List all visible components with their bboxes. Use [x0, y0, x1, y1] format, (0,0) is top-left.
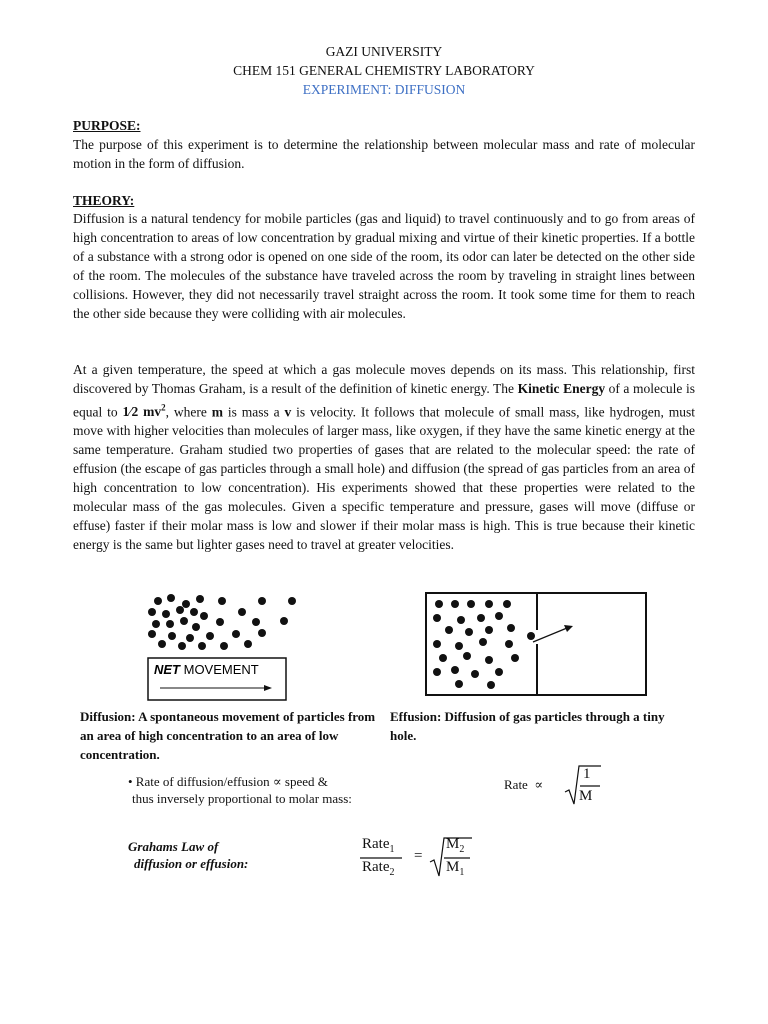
kinetic-energy-term: Kinetic Energy	[517, 380, 606, 396]
p2-text-a: At a given temperature, the speed at which a gas molecule moves depends on its mass. This relationship, first discovered by Thomas Graham, is a result of the definition of kinetic energy. The	[73, 362, 695, 396]
rate1-text: Rate	[362, 836, 390, 852]
university-name: GAZI UNIVERSITY	[325, 44, 443, 59]
effusion-caption: Effusion: Diffusion of gas particles through a tiny hole.	[390, 709, 665, 743]
document-header	[0, 42, 768, 99]
equals-sign: =	[414, 848, 423, 864]
course-title: CHEM 151 GENERAL CHEMISTRY LABORATORY	[233, 63, 535, 78]
experiment-title: EXPERIMENT: DIFFUSION	[302, 82, 466, 97]
velocity-symbol: v	[284, 404, 292, 420]
grahams-law-label-line-1: Grahams Law of	[128, 839, 219, 854]
rate-label: Rate	[504, 777, 528, 792]
theory-paragraph-1: Diffusion is a natural tendency for mobile particles (gas and liquid) to travel continuously and to go from areas of high concentration to areas of low concentration by gradual mixing and virtue of their kinetic properties. If a bottle of a substance with a strong odor is opened on one side of the room, its odor can later be detected on the other side of the room. The molecules of the substance have traveled across the room by traveling in straight lines between collisions. However, they did not necessarily travel straight across the room. It took some time for them to reach the other side because they were colliding with air molecules.	[73, 211, 695, 321]
theory-paragraph-2	[73, 361, 695, 555]
effusion-particles	[433, 600, 535, 689]
proportional-symbol: ∝	[534, 777, 544, 792]
net-movement-label: NET MOVEMENT	[154, 662, 259, 677]
effusion-figure	[425, 592, 647, 696]
purpose-text: The purpose of this experiment is to determine the relationship between molecular mass and rate of molecular motion in the form of diffusion.	[73, 137, 695, 171]
kinetic-formula-exponent: 2	[161, 402, 166, 413]
sqrt-numerator-one: 1	[583, 766, 591, 782]
mass1-subscript: 1	[459, 867, 465, 878]
diffusion-figure	[138, 588, 318, 704]
rate2-text: Rate	[362, 859, 390, 875]
mass-symbol: m	[211, 404, 224, 420]
kinetic-formula	[123, 404, 166, 419]
mass1-text: M	[446, 859, 460, 875]
p2-text-c: , where	[165, 404, 212, 420]
kinetic-formula-main: 1⁄2 mv	[122, 404, 162, 420]
rate1	[362, 836, 395, 855]
rate2	[362, 859, 395, 878]
p2-text-e: is velocity. It follows that molecule of small mass, like hydrogen, must move with higher velocities than molecules of larger mass, like oxygen, if they have the same kinetic energy at the same temperature. Graham studied two properties of gases that are related to the molecular speed: the rate of effusion (the escape of gas particles through a small hole) and diffusion (the spread of gas particles from an area of high concentration to low concentration). His experiments showed that these properties were related to the molecular mass of the gas molecules. Given a specific temperature and pressure, gases will move (diffuse or effuse) faster if their molar mass is low and slower if their molar mass is high. This is true because their kinetic energy is the same but lighter gases need to travel at greater velocities.	[73, 404, 696, 552]
effusion-arrow	[533, 628, 567, 642]
grahams-law-label-line-2: diffusion or effusion:	[134, 856, 249, 871]
mass2	[446, 836, 464, 855]
sqrt-denominator-m: M	[579, 788, 593, 804]
purpose-heading: PURPOSE:	[73, 118, 141, 133]
p2-text-d: is mass a	[223, 404, 285, 420]
diffusion-caption: Diffusion: A spontaneous movement of particles from an area of high concentration to an area of low concentration.	[80, 709, 376, 762]
diffusion-particles	[148, 594, 296, 650]
mass2-subscript: 2	[459, 844, 465, 855]
theory-heading: THEORY:	[73, 193, 135, 208]
rate-proportional	[504, 777, 543, 793]
rate1-subscript: 1	[389, 844, 395, 855]
mass2-text: M	[446, 836, 460, 852]
p2-text-b: of a molecule is equal to	[73, 380, 695, 420]
inverse-molar-mass-line: thus inversely proportional to molar mass:	[132, 791, 352, 806]
rate2-subscript: 2	[389, 867, 395, 878]
rate-speed-line: • Rate of diffusion/effusion ∝ speed &	[128, 774, 328, 789]
net-movement-arrowhead	[264, 685, 272, 691]
mass1	[446, 859, 464, 878]
